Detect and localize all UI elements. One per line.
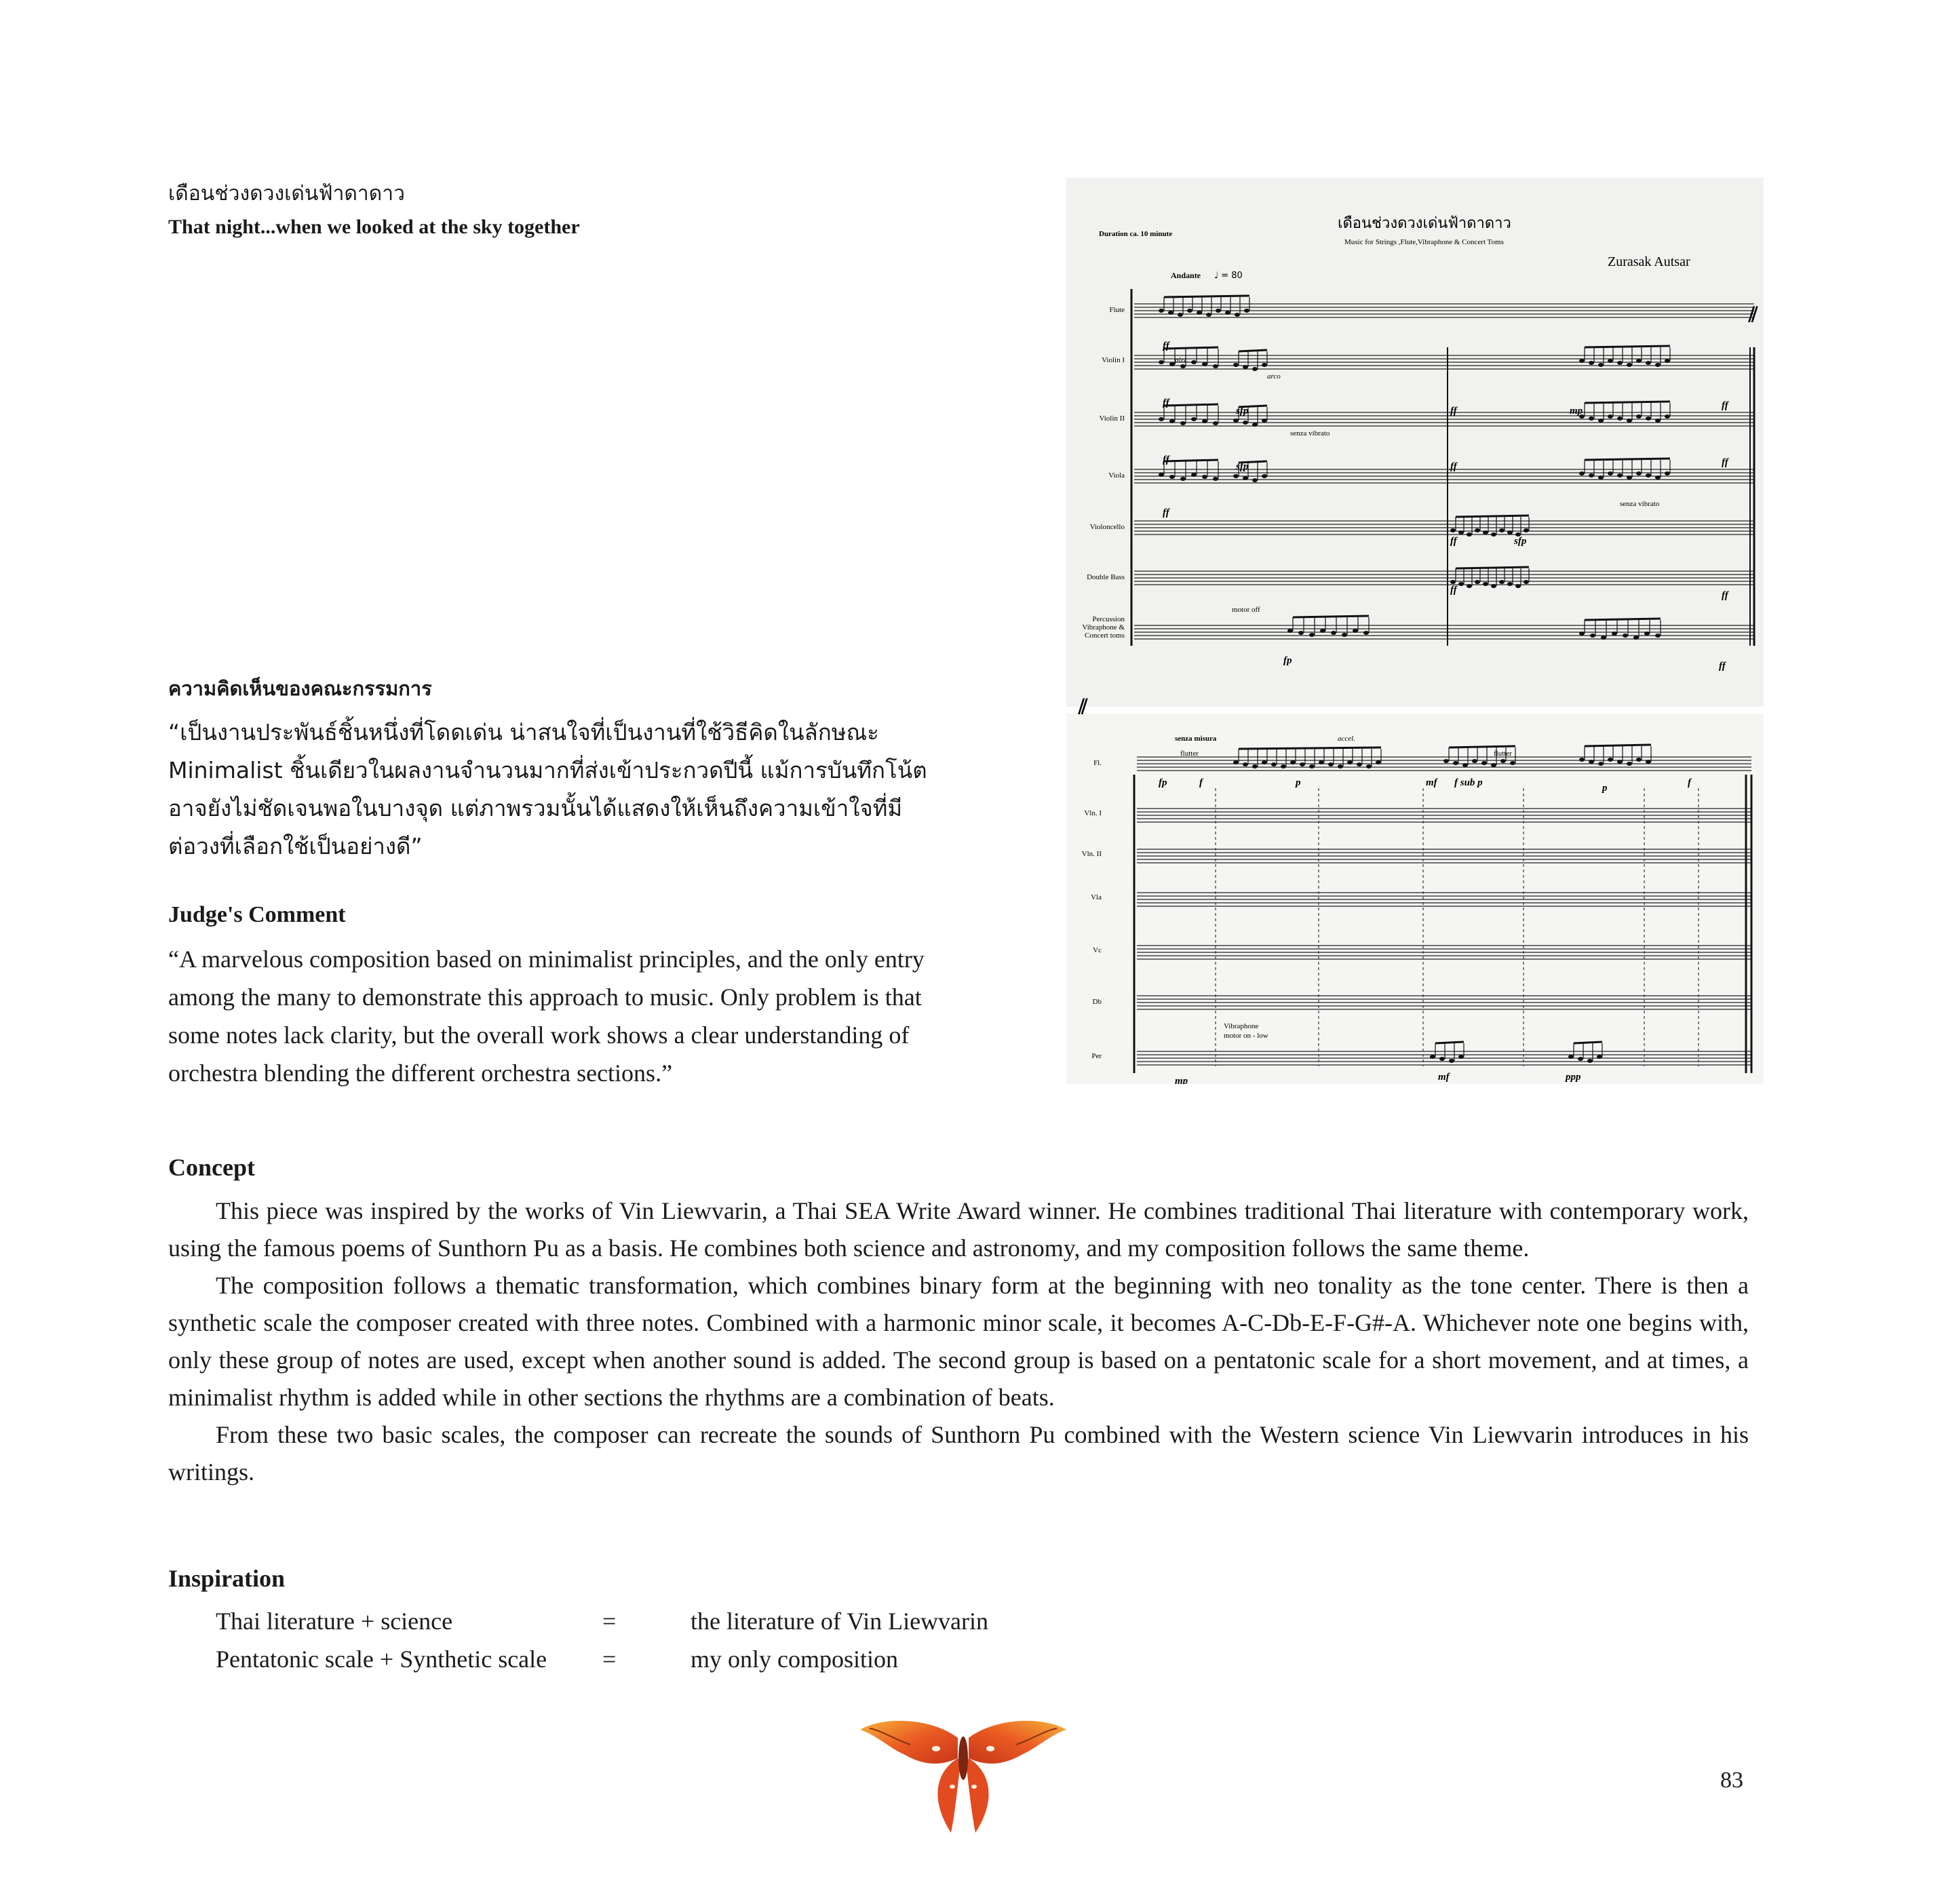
note-head <box>1665 471 1670 475</box>
note-head <box>1202 475 1207 479</box>
note-head <box>1243 476 1248 480</box>
note-head <box>1644 632 1650 636</box>
note-head <box>1636 359 1642 363</box>
dynamic-ff: ff <box>1163 454 1169 465</box>
note-head <box>1475 528 1480 532</box>
note-head <box>1262 363 1267 367</box>
note-head <box>1243 421 1248 425</box>
note-head <box>1180 477 1186 481</box>
note-head <box>1353 629 1358 633</box>
judge-comment-heading: Judge's Comment <box>168 902 346 927</box>
instrument-label: Percussion <box>1092 615 1125 623</box>
note-head <box>1159 473 1164 477</box>
note-head <box>1213 364 1218 368</box>
note-head <box>1338 764 1343 769</box>
thai-comment-line: Minimalist ชิ้นเดียวในผลงานจำนวนมากที่ส่งเข้าประกวดปีนี้ แม้การบันทึกโน้ต <box>168 757 927 783</box>
dynamic-ff: ff <box>1163 507 1169 518</box>
system-separator: ⫽ <box>1749 303 1758 327</box>
dynamic-ff: ff <box>1450 585 1457 596</box>
note-head <box>1458 582 1464 586</box>
inspiration-row <box>216 1602 988 1640</box>
note-head <box>1366 764 1372 769</box>
instrument-label: Double Bass <box>1087 573 1125 581</box>
note-head <box>1298 631 1304 635</box>
inspiration-equals: = <box>602 1608 617 1635</box>
note-head <box>1439 1057 1445 1061</box>
inspiration-table <box>216 1602 988 1678</box>
dynamic-ff: ff <box>1450 461 1457 472</box>
note-head <box>1180 364 1186 368</box>
note-head <box>1499 580 1505 584</box>
note-head <box>1623 634 1628 638</box>
note-beam <box>1585 402 1670 403</box>
note-head <box>1191 360 1197 364</box>
note-beam <box>1164 404 1218 406</box>
note-head <box>1309 633 1315 637</box>
dynamic-ff: ff <box>1722 590 1728 601</box>
moth-icon <box>856 1711 1070 1837</box>
note-beam <box>1239 747 1381 749</box>
note-head <box>1579 471 1585 475</box>
note-head <box>1578 1057 1583 1061</box>
note-head <box>1483 530 1488 535</box>
note-head <box>1617 416 1623 421</box>
note-head <box>1202 419 1207 423</box>
concept-body <box>168 1192 1749 1491</box>
note-head <box>1331 631 1336 635</box>
note-head <box>1262 419 1267 423</box>
note-beam <box>1585 619 1661 620</box>
music-score-excerpt <box>1066 178 1764 1084</box>
mark-senza-vibrato: senza vibrato <box>1290 429 1330 438</box>
note-beam <box>1585 459 1670 460</box>
thai-comment-line: อาจยังไม่ชัดเจนพอในบางจุด แต่ภาพรวมนั้นได้แสดงให้เห็นถึงความเข้าใจที่มี <box>168 795 903 821</box>
note-head <box>1300 762 1305 766</box>
note-head <box>1243 762 1248 766</box>
dynamic-mf: mf <box>1426 777 1437 788</box>
dynamic-ff: ff <box>1450 406 1457 416</box>
mark-accel: accel. <box>1338 735 1355 743</box>
note-head <box>1159 309 1164 313</box>
note-head <box>1627 475 1632 480</box>
note-head <box>1524 580 1529 584</box>
note-head <box>1655 363 1661 367</box>
instrument-label: Vln. I <box>1084 809 1102 817</box>
note-head <box>1636 471 1642 475</box>
note-head <box>1216 309 1221 313</box>
note-head <box>1467 532 1472 537</box>
judge-comment-line: some notes lack clarity, but the overall work shows a clear understanding of <box>168 1022 910 1049</box>
note-head <box>1187 309 1192 313</box>
note-head <box>1655 475 1661 480</box>
dynamic-sfp: sfp <box>1236 461 1249 472</box>
instrument-label: Db <box>1092 998 1102 1006</box>
note-head <box>1665 414 1670 419</box>
note-head <box>1453 761 1458 765</box>
note-head <box>1633 636 1639 640</box>
note-head <box>1450 528 1456 532</box>
score-duration: Duration ca. 10 minute <box>1099 230 1173 238</box>
instrument-label: Vibraphone & <box>1082 623 1125 632</box>
note-head <box>1617 760 1623 764</box>
note-head <box>1507 530 1513 535</box>
note-head <box>1191 417 1197 421</box>
note-beam <box>1574 1042 1602 1043</box>
mark-arco: arco <box>1267 372 1281 381</box>
note-head <box>1197 311 1202 315</box>
dynamic-sfp: sfp <box>1514 536 1527 547</box>
note-head <box>1290 760 1296 764</box>
note-beam <box>1293 616 1369 617</box>
note-head <box>1481 761 1487 765</box>
note-head <box>1579 758 1585 762</box>
note-head <box>1450 580 1456 584</box>
dynamic-f: f <box>1199 777 1203 788</box>
note-head <box>1159 417 1164 421</box>
dynamic-p: p <box>1296 777 1301 788</box>
note-head <box>1342 633 1347 637</box>
score-tempo: Andante <box>1171 271 1201 280</box>
note-head <box>1500 759 1506 763</box>
note-head <box>1483 582 1488 586</box>
note-head <box>1178 313 1183 317</box>
note-head <box>1579 359 1585 363</box>
note-head <box>1206 313 1211 317</box>
note-head <box>1462 763 1468 767</box>
note-head <box>1243 365 1248 369</box>
note-head <box>1225 311 1230 315</box>
mark-flutter: flutter <box>1494 750 1512 758</box>
note-head <box>1169 419 1175 423</box>
note-beam <box>1456 516 1529 517</box>
note-head <box>1507 582 1513 586</box>
dynamic-ff: ff <box>1719 661 1726 672</box>
note-head <box>1589 473 1594 478</box>
note-head <box>1510 761 1515 765</box>
note-beam <box>1164 460 1218 461</box>
note-head <box>1202 362 1207 366</box>
note-head <box>1363 631 1369 635</box>
dynamic-fp: fp <box>1159 777 1167 788</box>
note-head <box>1524 528 1529 532</box>
dynamic-mp: mp <box>1175 1076 1188 1084</box>
tempo-marking: ♩ = 80 <box>1214 271 1243 281</box>
note-head <box>1655 419 1661 423</box>
inspiration-heading: Inspiration <box>168 1565 286 1592</box>
note-head <box>1467 584 1472 588</box>
note-head <box>1191 473 1197 477</box>
judge-comment-line: among the many to demonstrate this approach to music. Only problem is that <box>168 984 922 1011</box>
note-head <box>1646 361 1651 365</box>
score-svg <box>1066 178 1764 1084</box>
thai-judge-heading: ความคิดเห็นของคณะกรรมการ <box>168 677 432 700</box>
note-head <box>1617 473 1623 478</box>
dynamic-ff: ff <box>1163 397 1169 408</box>
inspiration-left: Thai literature + science <box>216 1608 453 1635</box>
inspiration-row <box>216 1640 988 1678</box>
judge-comment <box>168 940 1043 1092</box>
note-head <box>1636 414 1642 419</box>
note-beam <box>1585 346 1670 347</box>
instrument-label: Violin I <box>1102 356 1125 364</box>
dynamic-p: p <box>1602 783 1608 794</box>
note-head <box>1233 474 1239 478</box>
note-head <box>1449 1059 1454 1063</box>
note-head <box>1491 763 1496 767</box>
note-beam <box>1164 296 1249 297</box>
note-head <box>1281 764 1286 769</box>
inspiration-right: my only composition <box>691 1646 898 1673</box>
instrument-label: Flute <box>1109 306 1125 314</box>
note-beam <box>1435 1042 1464 1043</box>
note-beam <box>1239 350 1267 351</box>
note-head <box>1568 1055 1574 1059</box>
moth-illustration <box>856 1711 1070 1837</box>
note-head <box>1357 762 1362 766</box>
inspiration-right: the literature of Vin Liewvarin <box>691 1608 989 1635</box>
instrument-label: Violoncello <box>1089 523 1125 531</box>
note-head <box>1472 759 1477 763</box>
system-separator: ⫽ <box>1079 695 1088 719</box>
dynamic-fp: fp <box>1283 655 1292 666</box>
note-beam <box>1585 745 1651 746</box>
note-head <box>1598 363 1604 367</box>
score-composer: Zurasak Autsar <box>1608 254 1690 269</box>
note-head <box>1233 363 1239 367</box>
note-head <box>1601 636 1606 640</box>
note-head <box>1491 532 1496 537</box>
note-head <box>1475 580 1480 584</box>
note-head <box>1646 760 1651 764</box>
note-head <box>1499 528 1505 532</box>
thai-judge-comment <box>168 714 1036 866</box>
mark-motor-on: motor on - low <box>1224 1032 1268 1040</box>
note-head <box>1252 423 1258 427</box>
dynamic-mp: mp <box>1570 406 1583 416</box>
note-head <box>1233 760 1239 764</box>
mark-motor-off: motor off <box>1232 606 1260 614</box>
note-head <box>1589 760 1594 764</box>
note-beam <box>1449 746 1515 747</box>
note-head <box>1590 634 1595 638</box>
note-head <box>1646 416 1651 421</box>
note-head <box>1608 359 1613 363</box>
mark-vibraphone: Vibraphone <box>1224 1022 1259 1030</box>
note-head <box>1627 762 1632 766</box>
note-beam <box>1164 347 1218 349</box>
note-head <box>1376 760 1381 764</box>
dynamic-ppp: ppp <box>1566 1072 1581 1083</box>
note-head <box>1598 762 1604 766</box>
instrument-label: Viola <box>1108 471 1125 480</box>
note-head <box>1328 762 1334 766</box>
note-beam <box>1456 567 1529 568</box>
dynamic-mf: mf <box>1438 1072 1450 1083</box>
note-head <box>1430 1055 1435 1059</box>
instrument-label: Vc <box>1093 946 1102 954</box>
concept-paragraph: This piece was inspired by the works of Vin Liewvarin, a Thai SEA Write Award winner. He combines traditional Thai literature with contemporary work, using the famous poems of Sunthorn Pu as a basis. He combines both science and astronomy, and my composition follows the same theme. <box>168 1197 1749 1262</box>
score-subtitle: Music for Strings ,Flute,Vibraphone & Concert Toms <box>1344 238 1504 246</box>
note-head <box>1491 584 1496 588</box>
note-head <box>1169 362 1175 366</box>
note-head <box>1320 629 1325 633</box>
mark-senza-misura: senza misura <box>1175 735 1217 743</box>
note-head <box>1233 419 1239 423</box>
note-head <box>1589 416 1594 421</box>
note-head <box>1271 762 1277 766</box>
dynamic-f: f <box>1688 777 1691 788</box>
instrument-label: Per <box>1091 1052 1102 1060</box>
concept-paragraph: From these two basic scales, the composer can recreate the sounds of Sunthorn Pu combined with the Western science Vin Liewvarin introduces in his writings. <box>168 1421 1749 1485</box>
inspiration-equals: = <box>602 1646 617 1673</box>
note-head <box>1598 475 1604 480</box>
thai-comment-line: “เป็นงานประพันธ์ชิ้นหนึ่งที่โดดเด่น น่าสนใจที่เป็นงานที่ใช้วิธีคิดในลักษณะ <box>168 719 879 745</box>
note-head <box>1262 474 1267 478</box>
note-head <box>1608 414 1613 419</box>
note-head <box>1579 632 1585 636</box>
dynamic-ff: ff <box>1450 536 1457 547</box>
note-head <box>1262 760 1267 764</box>
note-head <box>1213 421 1218 425</box>
note-head <box>1627 363 1632 367</box>
note-head <box>1252 478 1258 482</box>
dynamic-f-sub-p: f sub p <box>1454 777 1483 788</box>
thai-title: เดือนช่วงดวงเด่นฟ้าดาดาว <box>168 182 405 206</box>
note-head <box>1655 634 1661 638</box>
note-head <box>1169 475 1175 479</box>
note-head <box>1617 361 1623 365</box>
judge-comment-line: orchestra blending the different orchestra sections.” <box>168 1060 673 1087</box>
note-head <box>1608 758 1613 762</box>
note-head <box>1597 1055 1602 1059</box>
english-title: That night...when we looked at the sky together <box>168 216 580 238</box>
concept-paragraph: The composition follows a thematic transformation, which combines binary form at the beginning with neo tonality as the tone center. There is then a synthetic scale the composer created with three notes. Combined with a harmonic minor scale, it becomes A-C-Db-E-F-G#-A. Whichever note one begins with, only these group of notes are used, except when another sound is added. The second group is based on a pentatonic scale for a short movement, and at times, a minimalist rhythm is added while in other sections the rhythms are a combination of beats. <box>168 1272 1749 1411</box>
note-head <box>1665 359 1670 363</box>
note-head <box>1168 311 1173 315</box>
mark-pizz: pizz. <box>1175 356 1188 364</box>
note-head <box>1587 1059 1593 1063</box>
dynamic-ff: ff <box>1722 400 1728 411</box>
note-head <box>1458 530 1464 535</box>
instrument-label: Concert toms <box>1085 632 1125 640</box>
note-head <box>1235 313 1240 317</box>
instrument-label: Vla <box>1091 893 1102 901</box>
mark-flutter: flutter <box>1180 750 1199 758</box>
score-title: เดือนช่วงดวงเด่นฟ้าดาดาว <box>1338 215 1511 232</box>
note-head <box>1458 1055 1464 1059</box>
note-head <box>1180 421 1186 425</box>
thai-comment-line: ต่อวงที่เลือกใช้เป็นอย่างดี” <box>168 833 423 859</box>
note-head <box>1213 477 1218 481</box>
inspiration-left: Pentatonic scale + Synthetic scale <box>216 1646 547 1673</box>
note-head <box>1347 760 1353 764</box>
note-head <box>1646 473 1651 478</box>
note-head <box>1636 758 1642 762</box>
instrument-label: Fl. <box>1093 759 1102 767</box>
dynamic-ff: ff <box>1163 341 1169 351</box>
note-head <box>1309 764 1315 769</box>
note-head <box>1443 759 1449 763</box>
note-head <box>1598 419 1604 423</box>
note-head <box>1608 471 1613 475</box>
note-head <box>1589 361 1594 365</box>
judge-comment-line: “A marvelous composition based on minimalist principles, and the only entry <box>168 946 925 973</box>
note-head <box>1627 419 1632 423</box>
concept-heading: Concept <box>168 1154 255 1181</box>
score-page-bottom <box>1066 714 1764 1084</box>
note-head <box>1244 309 1249 313</box>
note-head <box>1252 367 1258 371</box>
note-head <box>1287 629 1293 633</box>
dynamic-sfp: sfp <box>1236 406 1249 416</box>
note-head <box>1612 632 1617 636</box>
note-head <box>1319 760 1324 764</box>
instrument-label: Violin II <box>1099 414 1125 423</box>
dynamic-ff: ff <box>1722 457 1728 468</box>
page-number: 83 <box>1720 1768 1743 1793</box>
note-head <box>1252 764 1258 769</box>
mark-senza-vibrato: senza vibrato <box>1620 500 1660 508</box>
note-head <box>1159 360 1164 364</box>
instrument-label: Vln. II <box>1081 850 1102 858</box>
note-head <box>1515 584 1521 588</box>
